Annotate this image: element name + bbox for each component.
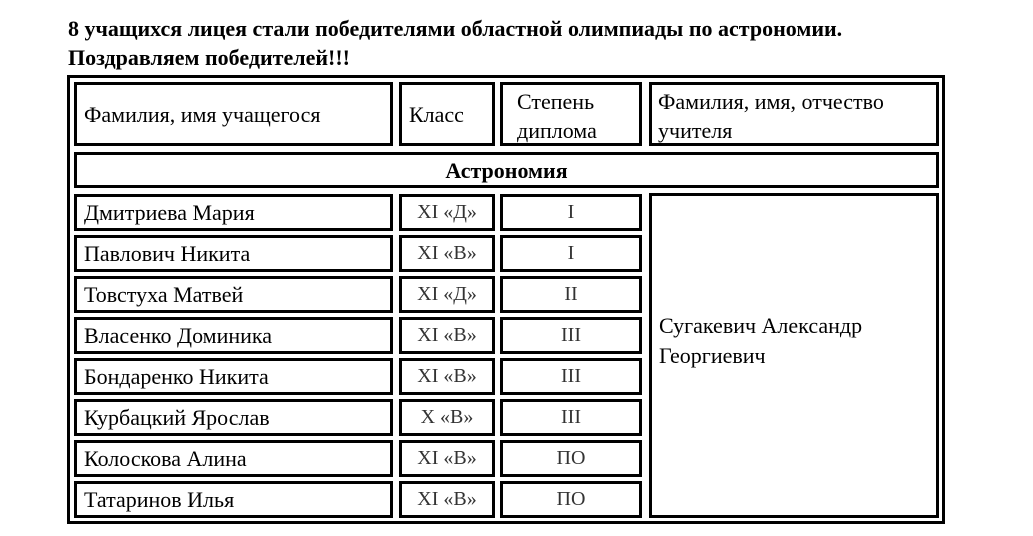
class-cell: XI «В» xyxy=(399,358,495,395)
page-title-line-1: 8 учащихся лицея стали победителями областной олимпиады по астрономии. xyxy=(68,16,843,41)
student-name-cell: Колоскова Алина xyxy=(74,440,393,477)
class-cell: XI «В» xyxy=(399,481,495,518)
student-name-cell: Власенко Доминика xyxy=(74,317,393,354)
class-cell: XI «В» xyxy=(399,317,495,354)
degree-cell: II xyxy=(500,276,642,313)
degree-cell: ПО xyxy=(500,440,642,477)
teacher-name-cell: Сугакевич Александр Георгиевич xyxy=(649,193,939,518)
class-cell: XI «В» xyxy=(399,440,495,477)
page-title-line-2: Поздравляем победителей!!! xyxy=(68,45,351,70)
page-title xyxy=(68,14,842,72)
class-cell: XI «Д» xyxy=(399,194,495,231)
header-student-name: Фамилия, имя учащегося xyxy=(74,82,393,146)
header-class: Класс xyxy=(399,82,495,146)
class-cell: XI «В» xyxy=(399,235,495,272)
class-cell: X «В» xyxy=(399,399,495,436)
student-name-cell: Дмитриева Мария xyxy=(74,194,393,231)
student-name-cell: Павлович Никита xyxy=(74,235,393,272)
degree-cell: III xyxy=(500,399,642,436)
student-name-cell: Бондаренко Никита xyxy=(74,358,393,395)
degree-cell: III xyxy=(500,358,642,395)
degree-cell: I xyxy=(500,194,642,231)
degree-cell: I xyxy=(500,235,642,272)
student-name-cell: Татаринов Илья xyxy=(74,481,393,518)
degree-cell: III xyxy=(500,317,642,354)
section-astronomy: Астрономия xyxy=(74,152,939,188)
degree-cell: ПО xyxy=(500,481,642,518)
student-name-cell: Товстуха Матвей xyxy=(74,276,393,313)
student-name-cell: Курбацкий Ярослав xyxy=(74,399,393,436)
class-cell: XI «Д» xyxy=(399,276,495,313)
header-diploma-degree: Степень диплома xyxy=(500,82,642,146)
header-teacher-name: Фамилия, имя, отчество учителя xyxy=(649,82,939,146)
